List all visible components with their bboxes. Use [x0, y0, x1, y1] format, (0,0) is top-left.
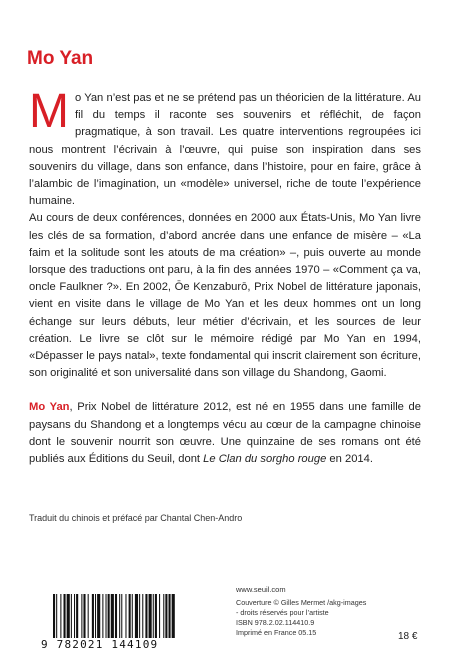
credit-line-rights: - droits réservés pour l’artiste: [236, 608, 329, 617]
back-cover-text: [29, 85, 421, 468]
author-bio-paragraph: [29, 399, 421, 468]
barcode-bar: [139, 594, 140, 640]
barcode-bar: [119, 594, 120, 640]
barcode-bar: [155, 594, 157, 640]
barcode-bar: [76, 594, 78, 640]
bio-author-name: Mo Yan: [29, 401, 70, 414]
barcode-bar: [53, 594, 55, 640]
barcode-bar: [95, 594, 96, 640]
price-label: 18 €: [398, 631, 418, 642]
barcode-bar: [111, 594, 114, 640]
barcode-bar: [169, 594, 171, 640]
translator-credit: Traduit du chinois et préfacé par Chantal Chen-Andro: [29, 513, 243, 523]
credit-line-cover: Couverture © Gilles Mermet /akg-images: [236, 598, 367, 607]
barcode-bar: [153, 594, 154, 640]
barcode-bar: [92, 594, 94, 640]
barcode-bar: [60, 594, 61, 640]
barcode-bar: [74, 594, 75, 640]
barcode-bar: [67, 594, 70, 640]
barcode-bar: [163, 594, 164, 640]
barcode-bar: [71, 594, 72, 640]
barcode-bar: [97, 594, 100, 640]
bio-text-start: , Prix Nobel de littérature 2012, est né en 1955 dans une famille de paysans du Shandong et a longtemps vécu au cœur de la campagne chinoise dont le souvenir nourrit son œuvre. Une quinzaine de ses romans ont été publiés aux Éditions du Seuil, dont: [29, 401, 421, 466]
credit-line-isbn: ISBN 978.2.02.114410.9: [236, 618, 315, 627]
barcode-bar: [149, 594, 152, 640]
barcode-bar: [83, 594, 85, 640]
barcode-bar: [135, 594, 138, 640]
barcode-bars-icon: [41, 594, 216, 640]
publisher-website: www.seuil.com: [236, 585, 286, 594]
barcode-bar: [102, 594, 103, 640]
barcode-bar: [159, 594, 160, 640]
barcode-bar: [64, 594, 66, 640]
barcode-bar: [56, 594, 57, 640]
author-title: Mo Yan: [27, 48, 94, 69]
barcode-bar: [106, 594, 107, 640]
barcode-bar: [108, 594, 110, 640]
barcode-bar: [172, 594, 175, 640]
barcode-bar: [145, 594, 147, 640]
intro-paragraph: [29, 85, 421, 210]
lectures-paragraph: Au cours de deux conférences, données en 2000 aux États-Unis, Mo Yan livre les clés de sa formation, d’abord ancrée dans une enfance de misère – «La faim et la solitude sont les atouts de ma création» –, puis ouverte au monde lorsque des traductions ont paru, à la fin des années 1970 – «Comment ça va, oncle Faulkner ?». En 2002, Ōe Kenzaburō, Prix Nobel de littérature japonais, vient en visite dans le village de Mo Yan et les deux hommes ont un long échange sur leurs débuts, leur métier d’écrivain, et les sources de leur création. Le livre se clôt sur le mémoire rédigé par Mo Yan en 1994, «Dépasser le pays natal», texte fondamental qui inscrit clairement son écriture, son originalité et son universalité dans son village du Shandong, Gaomi.: [29, 212, 421, 380]
bio-book-title: Le Clan du sorgho rouge: [203, 453, 327, 466]
barcode-bar: [121, 594, 122, 640]
barcode-bar: [88, 594, 89, 640]
barcode-bar: [165, 594, 167, 640]
isbn-barcode: [41, 594, 216, 652]
intro-text: o Yan n’est pas et ne se prétend pas un théoricien de la littérature. Au fil du temps il raconte ses souvenirs et réfléchit, de façon pragmatique, à son travail. Les quatre interventions regroupées ici nous montrent l’écrivain à l’œuvre, qui puise son inspiration dans ses souvenirs du village, dans son enfance, dans l’histoire, pour en faire, grâce à l’alambic de l’imagination, un «modèle» universel, riche de toute l’expérience humaine.: [29, 92, 421, 208]
barcode-digits: 9 782021 144109: [41, 638, 216, 651]
barcode-bar: [125, 594, 126, 640]
credits-block: [236, 598, 366, 638]
bio-text-end: en 2014.: [326, 453, 373, 466]
barcode-bar: [129, 594, 131, 640]
barcode-bar: [142, 594, 143, 640]
drop-cap-letter: M: [29, 85, 69, 138]
barcode-bar: [81, 594, 82, 640]
credit-line-printed: Imprimé en France 05.15: [236, 628, 317, 637]
barcode-bar: [132, 594, 133, 640]
barcode-bar: [115, 594, 117, 640]
